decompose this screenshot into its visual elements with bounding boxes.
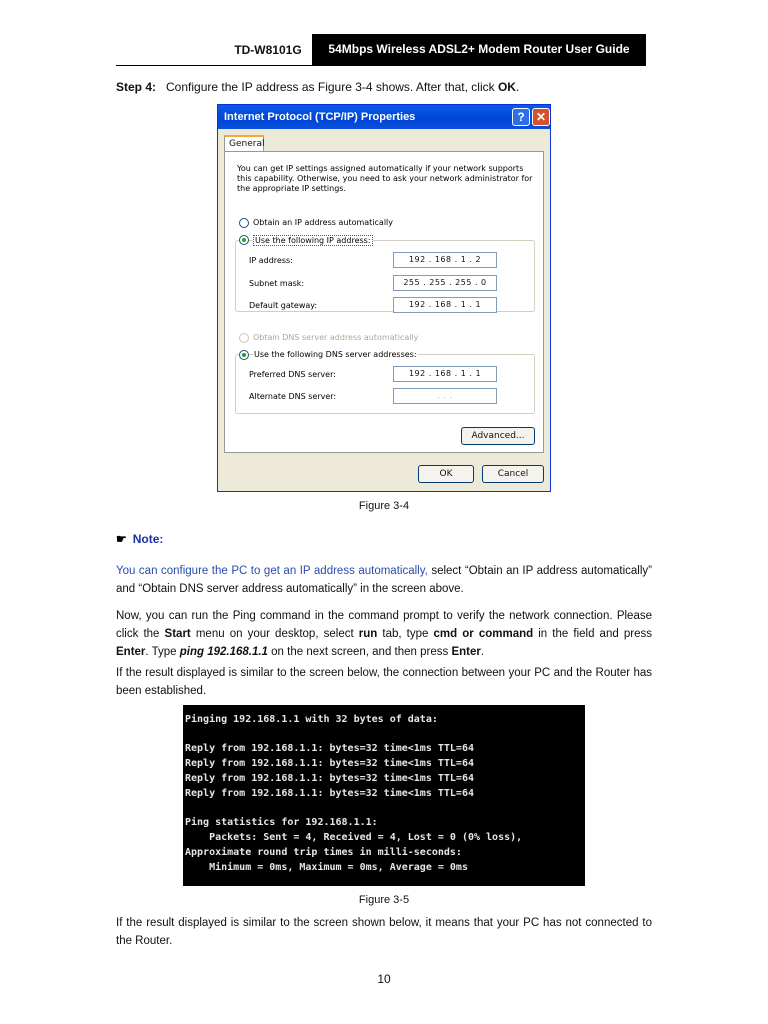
- general-panel: [224, 151, 544, 453]
- obtain-ip-label: Obtain an IP address automatically: [253, 218, 394, 227]
- ping-command: ping 192.168.1.1: [179, 646, 268, 658]
- ping-start: Start: [164, 628, 191, 640]
- alternate-dns-input[interactable]: . . .: [393, 388, 497, 404]
- step-text: Configure the IP address as Figure 3-4 shows. After that, click: [166, 80, 495, 94]
- figure-3-5-caption: Figure 3-5: [358, 894, 410, 906]
- page-number: 10: [377, 972, 391, 986]
- subnet-mask-label: Subnet mask:: [249, 279, 305, 288]
- step-end: .: [515, 80, 520, 94]
- note-heading: [116, 532, 163, 546]
- tab-general[interactable]: General: [224, 135, 264, 152]
- console-line: Reply from 192.168.1.1: bytes=32 time<1ms TTL=64: [185, 758, 474, 769]
- ping-text-6: on the next screen, and then press: [271, 646, 449, 658]
- use-ip-label: Use the following IP address:: [255, 236, 371, 245]
- ping-cmd: cmd or command: [433, 628, 534, 640]
- default-gateway-input[interactable]: 192 . 168 . 1 . 1: [393, 297, 497, 313]
- result-fail-text: If the result displayed is similar to the screen shown below, it means that your PC has not connected to the Router.: [116, 917, 652, 947]
- console-line: Reply from 192.168.1.1: bytes=32 time<1ms TTL=64: [185, 743, 474, 754]
- header-rule: [116, 65, 646, 66]
- console-line: Ping statistics for 192.168.1.1:: [185, 817, 378, 828]
- note-label: Note:: [132, 532, 164, 546]
- ping-run: run: [358, 628, 378, 640]
- console-line: Pinging 192.168.1.1 with 32 bytes of data:: [185, 714, 438, 725]
- advanced-button[interactable]: Advanced...: [461, 427, 535, 445]
- console-line: Minimum = 0ms, Maximum = 0ms, Average = 0ms: [185, 862, 468, 873]
- subnet-mask-input[interactable]: 255 . 255 . 255 . 0: [393, 275, 497, 291]
- console-line: Reply from 192.168.1.1: bytes=32 time<1ms TTL=64: [185, 788, 474, 799]
- console-line: Approximate round trip times in milli-seconds:: [185, 847, 462, 858]
- header-model: TD-W8101G: [234, 43, 302, 57]
- close-icon[interactable]: ✕: [532, 108, 550, 126]
- ping-text-5: . Type: [145, 646, 177, 658]
- ping-text-1: Now, you can run the Ping command in the command prompt to verify the network connection. Please click the: [116, 610, 652, 640]
- ping-text-3: tab, type: [382, 628, 429, 640]
- result-success-text: If the result displayed is similar to the screen below, the connection between your PC and the Router has been established.: [116, 667, 652, 697]
- preferred-dns-input[interactable]: 192 . 168 . 1 . 1: [393, 366, 497, 382]
- note-blue-text: You can configure the PC to get an IP address automatically,: [116, 565, 428, 577]
- tcpip-properties-dialog: [217, 104, 551, 492]
- ping-enter-2: Enter: [451, 646, 481, 658]
- cancel-button[interactable]: Cancel: [482, 465, 544, 483]
- dialog-title: Internet Protocol (TCP/IP) Properties: [224, 111, 416, 123]
- console-line: Packets: Sent = 4, Received = 4, Lost = 0 (0% loss),: [185, 832, 523, 843]
- alternate-dns-label: Alternate DNS server:: [249, 392, 337, 401]
- note-rest-text: select “Obtain an IP address automatically” and “Obtain DNS server address automatically” in the screen above.: [116, 565, 652, 595]
- note-text: [116, 562, 652, 598]
- ping-console: [183, 705, 585, 886]
- help-icon[interactable]: ?: [512, 108, 530, 126]
- pointing-hand-icon: ☛: [116, 532, 127, 546]
- figure-3-4-caption: Figure 3-4: [358, 500, 410, 512]
- ping-text-7: .: [480, 646, 485, 658]
- ping-text-2: menu on your desktop, select: [195, 628, 354, 640]
- dialog-title-bar: [218, 105, 550, 129]
- step-ok: OK: [497, 80, 516, 94]
- use-dns-label: Use the following DNS server addresses:: [254, 350, 417, 359]
- dns-group: [235, 354, 535, 414]
- step-label: Step 4:: [116, 80, 157, 94]
- gateway-label: Default gateway:: [249, 301, 318, 310]
- ip-address-label: IP address:: [249, 256, 293, 265]
- preferred-dns-label: Preferred DNS server:: [249, 370, 336, 379]
- use-dns-radio[interactable]: [239, 350, 249, 360]
- ping-instructions: [116, 607, 652, 661]
- step-4: [116, 80, 519, 94]
- obtain-ip-radio[interactable]: [239, 218, 249, 228]
- ip-address-input[interactable]: 192 . 168 . 1 . 2: [393, 252, 497, 268]
- ok-button[interactable]: OK: [418, 465, 474, 483]
- ping-enter-1: Enter: [116, 646, 146, 658]
- use-ip-radio[interactable]: [239, 235, 249, 245]
- dialog-intro: You can get IP settings assigned automatically if your network supports this capability. Otherwise, you need to ask your network administrator for the appropriate IP settings.: [237, 164, 533, 193]
- header-guide-title: 54Mbps Wireless ADSL2+ Modem Router User Guide: [312, 34, 646, 65]
- ping-text-4: in the field and press: [538, 628, 652, 640]
- console-line: Reply from 192.168.1.1: bytes=32 time<1ms TTL=64: [185, 773, 474, 784]
- obtain-dns-radio[interactable]: [239, 333, 249, 343]
- obtain-dns-label: Obtain DNS server address automatically: [253, 333, 419, 342]
